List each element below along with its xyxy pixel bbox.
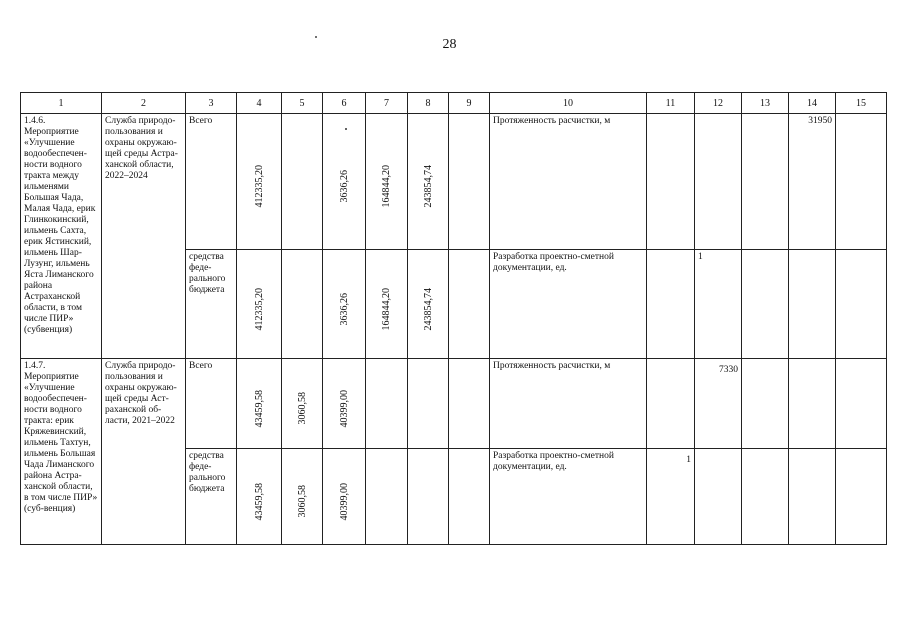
- header-cell: 1: [21, 93, 102, 114]
- amount-cell: [237, 250, 282, 359]
- indicator-value: [647, 114, 695, 250]
- amount-cell: [282, 449, 323, 545]
- header-cell: 5: [282, 93, 323, 114]
- scan-speck: [315, 36, 317, 38]
- indicator-name: Разработка проектно-сметной документации, ед.: [490, 250, 647, 359]
- amount-cell: [449, 250, 490, 359]
- amount-value: 164844,20: [381, 165, 392, 208]
- amount-cell: [366, 449, 408, 545]
- indicator-value: 31950: [789, 114, 836, 250]
- funding-source: Всего: [186, 114, 237, 250]
- amount-cell: [449, 449, 490, 545]
- header-cell: 7: [366, 93, 408, 114]
- amount-cell: [323, 250, 366, 359]
- responsible-agency: Служба природо-пользования и охраны окружаю-щей среды Аст-раханской об-ласти, 2021–2022: [102, 359, 186, 545]
- amount-value: 43459,58: [253, 482, 265, 521]
- amount-cell: [366, 359, 408, 449]
- amount-value: 412335,20: [253, 165, 265, 208]
- amount-value: 3636,26: [338, 170, 350, 203]
- indicator-value: 7330: [695, 359, 742, 449]
- amount-cell: [323, 449, 366, 545]
- amount-cell: [237, 114, 282, 250]
- responsible-agency: Служба природо-пользования и охраны окружаю-щей среды Астра-ханской области, 2022–2024: [102, 114, 186, 359]
- indicator-value: [836, 114, 887, 250]
- indicator-name: Протяженность расчистки, м: [490, 114, 647, 250]
- amount-cell: [408, 359, 449, 449]
- amount-cell: [323, 114, 366, 250]
- header-cell: 15: [836, 93, 887, 114]
- header-cell: 11: [647, 93, 695, 114]
- indicator-name: Разработка проектно-сметной документации, ед.: [490, 449, 647, 545]
- header-cell: 6: [323, 93, 366, 114]
- indicator-value: [742, 114, 789, 250]
- funding-source: Всего: [186, 359, 237, 449]
- indicator-value: [836, 250, 887, 359]
- amount-cell: [323, 359, 366, 449]
- indicator-name: Протяженность расчистки, м: [490, 359, 647, 449]
- amount-value: 243854,74: [422, 287, 434, 331]
- indicator-value: [742, 250, 789, 359]
- indicator-value: [647, 359, 695, 449]
- header-cell: 8: [408, 93, 449, 114]
- measure-description: 1.4.7. Мероприятие «Улучшение водообеспечен-ности водного тракта: ерик Кряжевинский, ильмень Тахтун, ильмень Большая Чада Лиманского района Астра-ханской области, в том числе ПИР» (суб-венция): [21, 359, 102, 545]
- header-cell: 13: [742, 93, 789, 114]
- indicator-value: [789, 359, 836, 449]
- header-cell: 10: [490, 93, 647, 114]
- amount-cell: [366, 114, 408, 250]
- funding-source: средства феде-рального бюджета: [186, 449, 237, 545]
- measure-description: 1.4.6. Мероприятие «Улучшение водообеспечен-ности водного тракта между ильменями Большая Чада, Малая Чада, ерик Глинкокинский, ильмень Сахта, ерик Ястинский, ильмень Шар-Лузунг, ильмень Яста Лиманского района Астраханской области, в том числе ПИР» (субвенция): [21, 114, 102, 359]
- indicator-value: [836, 449, 887, 545]
- indicator-value: [695, 114, 742, 250]
- indicator-value: [695, 449, 742, 545]
- column-header-row: [21, 93, 887, 114]
- table-row: [21, 114, 887, 250]
- amount-value: 3060,58: [296, 392, 308, 425]
- amount-value: 243854,74: [422, 165, 434, 208]
- funding-source: средства феде-рального бюджета: [186, 250, 237, 359]
- amount-cell: [449, 114, 490, 250]
- amount-cell: [449, 359, 490, 449]
- table-row: [21, 359, 887, 449]
- amount-value: 3060,58: [296, 485, 308, 518]
- indicator-value: [647, 250, 695, 359]
- page-number: 28: [442, 37, 457, 52]
- amount-cell: [366, 250, 408, 359]
- indicator-value: [789, 449, 836, 545]
- indicator-value: 1: [695, 250, 742, 359]
- amount-cell: [282, 114, 323, 250]
- amount-cell: [237, 449, 282, 545]
- indicator-value: [742, 359, 789, 449]
- header-cell: 14: [789, 93, 836, 114]
- amount-value: 412335,20: [253, 287, 265, 331]
- amount-value: 164844,20: [381, 287, 392, 331]
- amount-cell: [408, 250, 449, 359]
- indicator-value: [742, 449, 789, 545]
- header-cell: 2: [102, 93, 186, 114]
- amount-cell: [408, 449, 449, 545]
- indicator-value: [836, 359, 887, 449]
- amount-value: 3636,26: [338, 292, 350, 326]
- indicator-value: [789, 250, 836, 359]
- amount-value: 40399,00: [338, 389, 350, 428]
- header-cell: 4: [237, 93, 282, 114]
- amount-value: 43459,58: [253, 389, 265, 428]
- budget-table: [20, 92, 887, 545]
- amount-cell: [237, 359, 282, 449]
- amount-value: 40399,00: [338, 482, 350, 521]
- indicator-value: 1: [647, 449, 695, 545]
- amount-cell: [408, 114, 449, 250]
- amount-cell: [282, 359, 323, 449]
- header-cell: 3: [186, 93, 237, 114]
- amount-cell: [282, 250, 323, 359]
- header-cell: 9: [449, 93, 490, 114]
- header-cell: 12: [695, 93, 742, 114]
